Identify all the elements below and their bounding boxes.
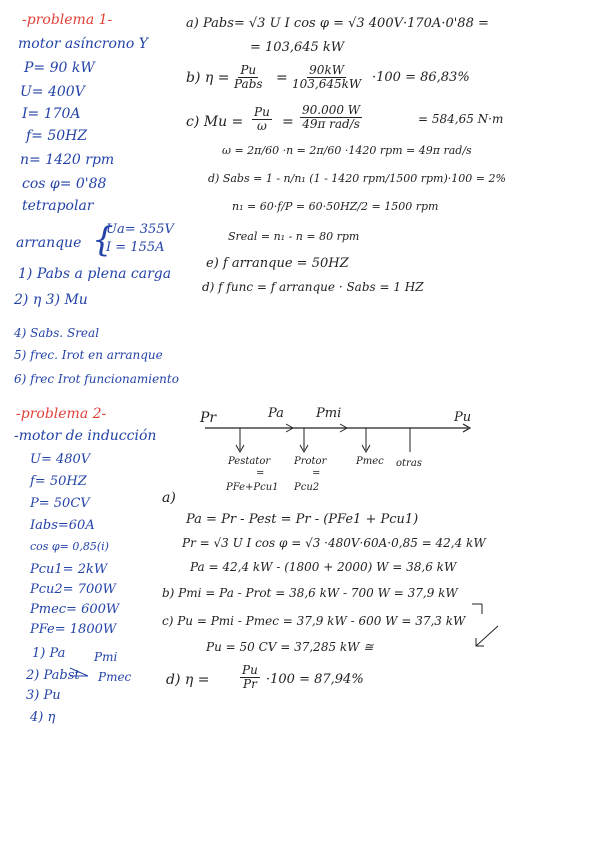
problem2-arrow-label-pmi: Pmi xyxy=(94,650,118,664)
frac-denominator: Pabs xyxy=(234,77,263,91)
problem2-question-1: 2) Pabst xyxy=(26,668,80,683)
p1-answer-a-line1: a) Pabs= √3 U I cos φ = √3 400V·170A·0'88 = xyxy=(186,16,489,31)
problem2-data-2: P= 50CV xyxy=(30,496,90,511)
diagram-top-label-1: Pa xyxy=(268,406,284,421)
diagram-top-label-0: Pr xyxy=(200,410,217,426)
p1-answer-c-eq: = xyxy=(282,114,294,130)
p1-answer-b-eq: = xyxy=(276,70,288,86)
p2-answer-c-line2: Pu = 50 CV = 37,285 kW ≅ xyxy=(206,640,374,654)
p1-answer-e: e) f arranque = 50HZ xyxy=(206,256,349,271)
problem1-question-1: 2) η 3) Mu xyxy=(14,292,88,308)
problem2-data-6: Pcu2= 700W xyxy=(30,582,116,597)
problem1-data-5: n= 1420 rpm xyxy=(20,152,115,168)
frac-numerator: 90kW xyxy=(309,63,345,77)
p1-answer-b-label: b) η = xyxy=(186,70,230,86)
problem2-data-8: PFe= 1800W xyxy=(30,622,117,637)
diagram-bottom-label-0: Pestator xyxy=(228,456,271,467)
problem2-arrow-label-pmec: Pmec xyxy=(98,670,132,684)
p1-answer-d-line1: d) Sabs = 1 - n/n₁ (1 - 1420 rpm/1500 rpm)·100 = 2% xyxy=(208,172,506,185)
diagram-bottom2-label-0: PFe+Pcu1 xyxy=(226,482,279,493)
p2-answer-a-line3: Pa = 42,4 kW - (1800 + 2000) W = 38,6 kW xyxy=(190,560,457,574)
frac-denominator: ω xyxy=(257,119,267,133)
problem2-data-0: U= 480V xyxy=(30,452,91,467)
p1-answer-c-omega: ω = 2π/60 ·n = 2π/60 ·1420 rpm = 49π rad/s xyxy=(222,144,472,157)
frac-numerator: Pu xyxy=(240,63,257,77)
p1-answer-b-result: ·100 = 86,83% xyxy=(372,70,470,85)
p2-answer-d-label: d) η = xyxy=(166,672,210,688)
diagram-top-label-3: Pu xyxy=(454,410,472,425)
problem1-question-4: 6) frec Irot funcionamiento xyxy=(14,372,179,386)
p2-answer-d-frac xyxy=(240,664,260,691)
problem2-data-4: cos φ= 0,85(i) xyxy=(30,540,109,553)
problem2-question-0: 1) Pa xyxy=(32,646,66,661)
diagram-bottom2-label-1: Pcu2 xyxy=(294,482,320,493)
problem1-question-2: 4) Sabs. Sreal xyxy=(14,326,100,340)
p1-answer-f: d) f func = f arranque · Sabs = 1 HZ xyxy=(202,280,424,294)
problem2-question-3: 4) η xyxy=(30,710,56,725)
problem1-arranque-val-1: I = 155A xyxy=(106,240,165,255)
frac-numerator: Pu xyxy=(254,105,270,119)
problem2-data-5: Pcu1= 2kW xyxy=(30,562,108,577)
problem2-question-2: 3) Pu xyxy=(26,688,61,703)
p2-answer-b: b) Pmi = Pa - Prot = 38,6 kW - 700 W = 37,9 kW xyxy=(162,586,458,600)
problem1-question-0: 1) Pabs a plena carga xyxy=(18,266,172,282)
p2-answer-a-line2: Pr = √3 U I cos φ = √3 ·480V·60A·0,85 = 42,4 kW xyxy=(182,536,486,550)
p1-answer-d-line3: Sreal = n₁ - n = 80 rpm xyxy=(228,230,360,243)
p2-answer-a-line1: Pa = Pr - Pest = Pr - (PFe1 + Pcu1) xyxy=(186,512,419,527)
diagram-eq-0: = xyxy=(256,468,265,479)
problem1-data-1: P= 90 kW xyxy=(24,60,95,76)
diagram-bottom-label-3: otras xyxy=(396,458,422,469)
frac-numerator: 90.000 W xyxy=(302,103,361,117)
p2-answer-a-label: a) xyxy=(162,490,176,506)
arrow-icon xyxy=(70,668,88,676)
p1-answer-c-result: = 584,65 N·m xyxy=(418,112,504,126)
problem2-subtitle: -motor de inducción xyxy=(14,428,157,444)
problem2-data-1: f= 50HZ xyxy=(30,474,87,489)
problem1-arranque-label: arranque xyxy=(16,235,82,251)
diagram-bottom-label-2: Pmec xyxy=(356,456,384,467)
problem1-data-0: motor asíncrono Y xyxy=(18,36,149,52)
problem1-data-2: U= 400V xyxy=(20,84,85,100)
problem1-question-3: 5) frec. Irot en arranque xyxy=(14,348,163,362)
frac-numerator: Pu xyxy=(242,663,258,677)
problem1-data-3: I= 170A xyxy=(22,106,81,122)
underline-mark xyxy=(472,604,482,614)
problem1-data-4: f= 50HZ xyxy=(26,128,88,144)
diagram-bottom-label-1: Protor xyxy=(294,456,327,467)
frac-denominator: 49π rad/s xyxy=(302,117,360,131)
p2-answer-d-result: ·100 = 87,94% xyxy=(266,672,364,687)
frac-denominator: 103,645kW xyxy=(292,77,362,91)
p1-answer-c-label: c) Mu = xyxy=(186,114,244,130)
arranque-brace: { xyxy=(92,220,114,260)
problem1-data-7: tetrapolar xyxy=(22,198,94,214)
problem2-title: -problema 2- xyxy=(16,406,107,422)
problem2-data-3: Iabs=60A xyxy=(30,518,95,533)
diagram-eq-1: = xyxy=(312,468,321,479)
diagram-top-label-2: Pmi xyxy=(316,406,342,421)
p1-answer-a-line2: = 103,645 kW xyxy=(250,40,345,55)
problem1-arranque-val-0: Ua= 355V xyxy=(106,222,174,237)
pointer-arrow-icon xyxy=(476,626,498,646)
problem1-data-6: cos φ= 0'88 xyxy=(22,176,107,192)
problem1-title: -problema 1- xyxy=(22,12,113,28)
p2-answer-c: c) Pu = Pmi - Pmec = 37,9 kW - 600 W = 37,3 kW xyxy=(162,614,466,628)
p1-answer-d-line2: n₁ = 60·f/P = 60·50HZ/2 = 1500 rpm xyxy=(232,200,439,213)
problem2-data-7: Pmec= 600W xyxy=(30,602,120,617)
frac-denominator: Pr xyxy=(243,677,257,691)
